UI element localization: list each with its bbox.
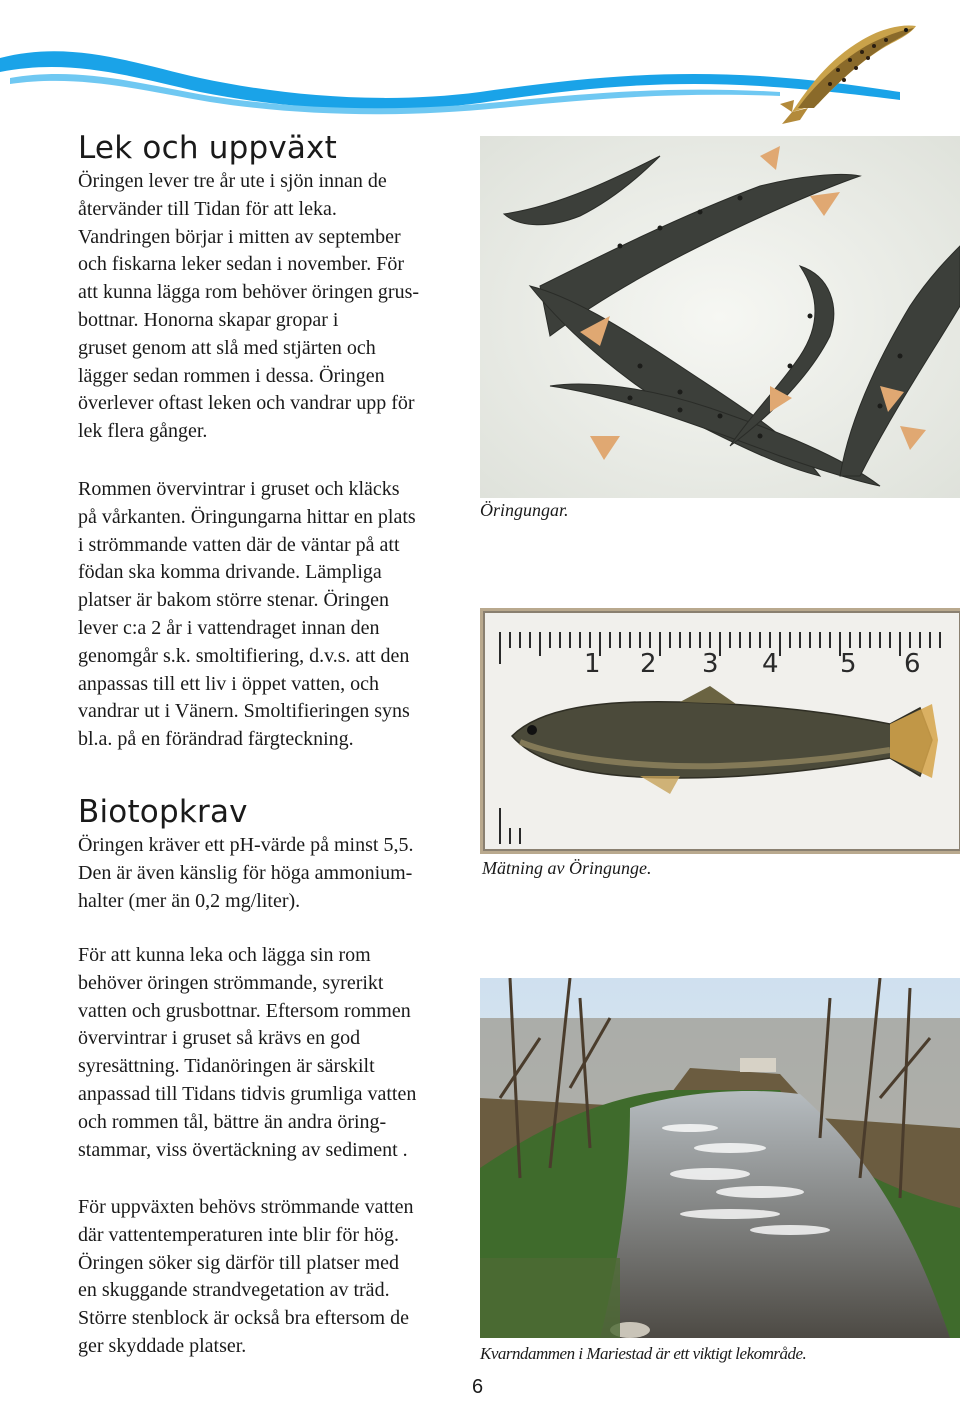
heading-biotopkrav: Biotopkrav [78,794,248,830]
text-line: platser är bakom större stenar. Öringen [78,589,390,612]
text-line: Den är även känslig för höga ammonium- [78,861,413,884]
paragraph-biotop-3 [78,1194,478,1361]
photo-matning [480,608,960,854]
text-line: Större stenblock är också bra eftersom de [78,1307,409,1330]
ruler-number: 2 [640,649,657,679]
text-line: För uppväxten behövs strömmande vatten [78,1196,414,1218]
text-line: att kunna lägga rom behöver öringen grus- [78,281,420,304]
paragraph-biotop-1 [78,832,478,915]
text-line: återvänder till Tidan för att leka. [78,197,337,220]
trout-logo-icon [778,8,928,126]
text-line: ger skyddade platser. [78,1334,247,1357]
text-line: halter (mer än 0,2 mg/liter). [78,889,301,912]
text-line: vandrar ut i Vänern. Smoltifieringen syns [78,700,410,723]
text-line: övervintrar i gruset så krävs en god [78,1027,361,1050]
text-line: För att kunna leka och lägga sin rom [78,944,371,966]
text-line: syresättning. Tidanöringen är särskilt [78,1055,375,1078]
text-line: och rommen tål, bättre än andra öring- [78,1110,387,1133]
text-line: i strömmande vatten där de väntar på att [78,533,400,556]
juvenile-trout-image [480,136,960,498]
paragraph-lek-1 [78,168,478,446]
ruler-number: 6 [904,649,921,679]
text-line: en skuggande strandvegetation av träd. [78,1279,390,1302]
text-line: stammar, viss övertäckning av sediment . [78,1138,408,1161]
ruler-number: 5 [840,649,857,679]
text-line: lägger sedan rommen i dessa. Öringen [78,364,385,387]
caption-kvarndammen: Kvarndammen i Mariestad är ett viktigt lekområde. [480,1344,807,1363]
text-line: överlever oftast leken och vandrar upp för [78,392,415,415]
caption-matning: Mätning av Öringunge. [482,858,652,878]
text-line: Öringen söker sig därför till platser med [78,1251,400,1274]
text-line: lever c:a 2 år i vattendraget innan den [78,616,380,639]
ruler-number: 1 [584,649,601,679]
text-line: anpassad till Tidans tidvis grumliga vatten [78,1082,417,1105]
text-line: Rommen övervintrar i gruset och kläcks [78,478,400,500]
text-line: födan ska komma drivande. Lämpliga [78,561,382,584]
page-number: 6 [472,1376,484,1398]
heading-lek-och-uppvaxt: Lek och uppväxt [78,130,337,166]
text-line: Öringen kräver ett pH-värde på minst 5,5. [78,834,414,856]
text-line: behöver öringen strömmande, syrerikt [78,971,384,994]
text-line: vatten och grusbottnar. Eftersom rommen [78,999,411,1022]
text-line: bottnar. Honorna skapar gropar i [78,308,339,331]
ruler-number: 3 [702,649,719,679]
paragraph-biotop-2 [78,942,478,1164]
measuring-trout-image [480,608,960,854]
text-line: Vandringen börjar i mitten av september [78,225,401,248]
text-line: bl.a. på en förändrad färgteckning. [78,728,354,751]
photo-oringungar [480,136,960,498]
paragraph-lek-2 [78,476,478,754]
text-line: anpassas till ett liv i öppet vatten, och [78,672,380,695]
caption-oringungar: Öringungar. [480,500,569,520]
text-line: Öringen lever tre år ute i sjön innan de [78,170,387,192]
text-line: genomgår s.k. smoltifiering, d.v.s. att den [78,644,410,667]
ruler-number: 4 [762,649,779,679]
text-line: och fiskarna leker sedan i november. För [78,253,405,276]
text-line: gruset genom att slå med stjärten och [78,336,376,359]
text-line: lek flera gånger. [78,420,208,443]
photo-kvarndammen [480,978,960,1338]
river-scene-image [480,978,960,1338]
text-line: där vattentemperaturen inte blir för hög. [78,1223,399,1246]
text-line: på vårkanten. Öringungarna hittar en plats [78,505,416,528]
